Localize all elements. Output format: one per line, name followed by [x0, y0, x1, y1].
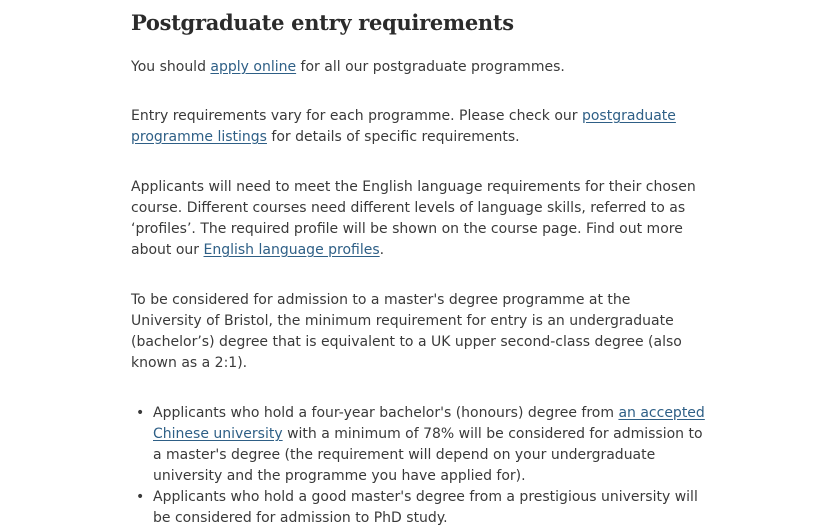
requirements-text-after: for details of specific requirements.	[266, 129, 520, 145]
item1-text-after: with a minimum of 78% will be considered for admission to a master's degree (the requirement will depend on your undergraduate university and the programme you have applied for).	[153, 426, 703, 484]
item1-text-before: Applicants who hold a four-year bachelor's (honours) degree from	[153, 405, 619, 421]
requirements-paragraph	[131, 106, 705, 148]
english-text-after: .	[379, 242, 385, 258]
english-text-before: Applicants will need to meet the English language requirements for their chosen course. Different courses need different levels of language skills, referred to as ‘profiles’. The required profile will be shown on the course page. Find out more about our	[131, 179, 696, 258]
apply-online-link[interactable]: apply online	[210, 59, 297, 75]
apply-paragraph	[131, 57, 705, 78]
apply-text-before: You should	[131, 59, 211, 75]
list-item	[136, 487, 705, 529]
english-language-paragraph	[131, 177, 705, 261]
english-language-profiles-link[interactable]: English language profiles	[203, 242, 380, 258]
list-item	[136, 403, 705, 487]
apply-text-after: for all our postgraduate programmes.	[296, 59, 565, 75]
admission-paragraph: To be considered for admission to a master's degree programme at the University of Bristol, the minimum requirement for entry is an undergraduate (bachelor’s) degree that is equivalent to a UK upper second-class degree (also known as a 2:1).	[131, 292, 682, 371]
main-content	[131, 0, 705, 529]
requirements-list	[131, 403, 705, 529]
bullet-icon: •	[136, 405, 145, 421]
requirements-text-before: Entry requirements vary for each programme. Please check our	[131, 108, 582, 124]
page-title: Postgraduate entry requirements	[131, 10, 514, 35]
bullet-icon: •	[136, 489, 145, 505]
item2-text: Applicants who hold a good master's degree from a prestigious university will be considered for admission to PhD study.	[153, 489, 698, 526]
programme-listings-link[interactable]: postgraduate programme listings	[131, 108, 676, 145]
accepted-chinese-university-link[interactable]: an accepted Chinese university	[153, 405, 705, 442]
